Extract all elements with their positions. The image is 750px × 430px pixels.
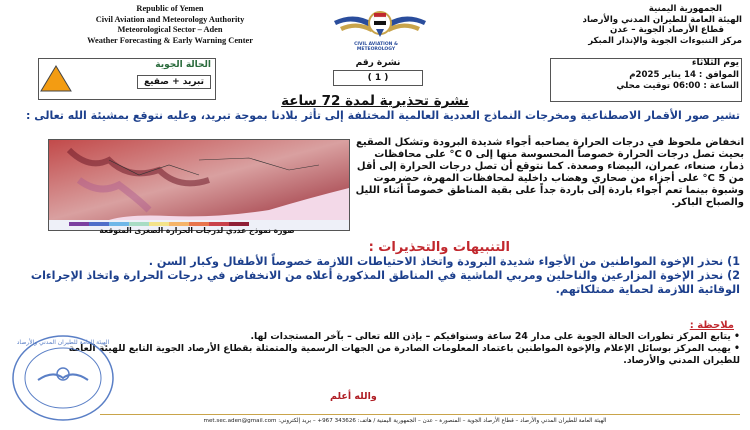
header-en-line: Meteorological Sector – Aden	[117, 25, 223, 34]
header-en-line: Civil Aviation and Meteorology Authority	[95, 14, 245, 24]
warning-item: 1) نحذر الإخوة المواطنين من الأجواء شديدة البرودة واتخاذ الاحتياطات اللازمة خصوصاً الأطفال وكبار السن .	[148, 255, 740, 268]
day-label: يوم الثلاثاء	[691, 58, 739, 68]
footer-divider	[100, 414, 740, 415]
date-box	[550, 58, 742, 102]
bulletin-number-box	[330, 58, 426, 86]
warning-item: 2) نحذر الإخوة المزارعين والناحلين ومربي الماشية في المناطق المذكورة أعلاه من الانخفاض في درجات الحرارة واتخاذ الإجراءات الوقائية اللازمة لحماية ممتلكاتهم.	[30, 269, 740, 296]
temperature-map-image	[48, 139, 350, 231]
weather-state-value: تبريد + صقيع	[137, 75, 211, 89]
official-seal-icon	[8, 330, 118, 425]
date-label: الموافق : 14 يناير 2025م	[629, 70, 739, 80]
seal-text: الهيئة العامة للطيران المدني والأرصاد	[16, 339, 110, 346]
intro-paragraph: تشير صور الأقمار الاصطناعية ومخرجات النماذج العددية العالمية المختلفة إلى تأثر بلادنا بموجة تبريد، وعليه نتوقع بمشيئة الله تعالى :	[25, 109, 740, 122]
note-item: • يتابع المركز تطورات الحالة الجوية على مدار 24 ساعة وسنوافيكم – بإذن الله تعالى – بآخر المستجدات لها.	[250, 331, 740, 342]
warnings-list	[14, 255, 740, 297]
closing-text: والله أعلم	[330, 391, 377, 402]
header-ar-line: الجمهورية اليمنية	[648, 4, 722, 14]
bulletin-number: ( 1 )	[333, 70, 423, 86]
forecast-paragraph: انخفاض ملحوظ في درجات الحرارة يصاحبه أجواء شديدة البرودة وتشكل الصقيع بحيث تصل درجات الحرارة خصوصاً المحسوسة منها إلى 0 C° على محافظات ذمار، صنعاء، عمران، البيضاء وصعدة. كما نتوقع أن تصل درجات الحرارة إلى أقل من 5 C° على أجزاء من صحاري وهضاب داخلية لمحافظات المهرة، حضرموت وشبوة بينما تعم أجواء باردة إلى باردة جداً على بقية المناطق خصوصاً أثناء الليل والصباح الباكر.	[355, 137, 744, 208]
map-caption: صورة نموذج عددي لدرجات الحرارة الصغرى المتوقعة	[99, 226, 295, 235]
warnings-heading: التنبيهات والتحذيرات :	[368, 240, 510, 255]
footer-contact: الهيئة العامة للطيران المدني والأرصاد – قطاع الأرصاد الجوية – المنصورة – عدن – الجمهورية اليمنية / هاتف: 343626 967+ – بريد إلكتروني: met.sec.aden@gmail.com	[203, 418, 607, 424]
header-en-line: Weather Forecasting & Early Warning Center	[87, 35, 253, 45]
notes-heading: ملاحظة :	[689, 320, 734, 331]
warning-triangle-icon	[40, 64, 72, 92]
header-ar-line: مركز التنبوءات الجوية والإنذار المبكر	[588, 35, 742, 46]
header-ar-line: قطاع الأرصاد الجوية – عدن	[610, 25, 724, 35]
header-english	[20, 4, 320, 46]
header-arabic	[502, 4, 742, 46]
notes-list	[54, 331, 740, 367]
time-label: الساعة : 06:00 توقيت محلي	[616, 81, 739, 91]
bulletin-label: نشرة رقم	[355, 58, 401, 68]
bulletin-title: نشرة تحذيرية لمدة 72 ساعة	[281, 93, 469, 109]
note-item: • يهيب المركز بوسائل الإعلام والإخوة المواطنين باعتماد المعلومات الصادرة من الجهات الرسمية والمتمثلة بقطاع الأرصاد الجوية التابع للهيئة العامة للطيران المدني والأرصاد.	[68, 343, 740, 366]
weather-state-label: الحالة الجوية	[155, 60, 211, 70]
header-en-line: Republic of Yemen	[136, 4, 204, 13]
header-ar-line: الهيئة العامة للطيران المدني والأرصاد	[582, 14, 742, 25]
logo-caption: CIVIL AVIATION & METEOROLOGY	[354, 42, 398, 52]
